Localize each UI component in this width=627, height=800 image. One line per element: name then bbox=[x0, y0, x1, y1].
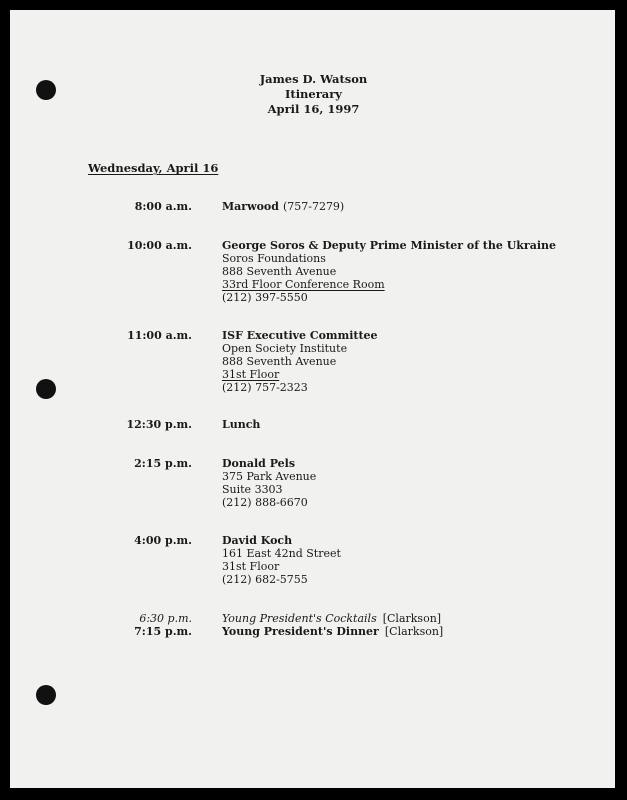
entry-phone: (212) 757-2323 bbox=[222, 381, 308, 394]
entry-line: Open Society Institute bbox=[222, 342, 348, 355]
entry-line: 161 East 42nd Street bbox=[222, 547, 341, 560]
entry-line: 31st Floor bbox=[222, 368, 280, 381]
entry-line: Soros Foundations bbox=[222, 252, 326, 265]
entry-time: 7:15 p.m. bbox=[134, 625, 192, 638]
entry-time: 8:00 a.m. bbox=[134, 200, 192, 213]
entry-line: 888 Seventh Avenue bbox=[222, 355, 337, 368]
entry-phone: (212) 888-6670 bbox=[222, 496, 308, 509]
entry-phone: (212) 682-5755 bbox=[222, 573, 308, 586]
entry-line: 33rd Floor Conference Room bbox=[222, 278, 385, 291]
entry-title: George Soros & Deputy Prime Minister of the Ukraine bbox=[222, 239, 557, 252]
entry-title: Young President's Dinner bbox=[222, 625, 379, 638]
entry-title: Lunch bbox=[222, 418, 261, 431]
entry-line: 375 Park Avenue bbox=[222, 470, 317, 483]
entry-line: Suite 3303 bbox=[222, 483, 283, 496]
entry-time: 11:00 a.m. bbox=[127, 329, 192, 342]
entry-line: 31st Floor bbox=[222, 560, 280, 573]
header-name: James D. Watson bbox=[259, 72, 368, 86]
entry-time: 10:00 a.m. bbox=[127, 239, 192, 252]
day-heading: Wednesday, April 16 bbox=[88, 161, 219, 175]
entry-title: Marwood bbox=[222, 200, 279, 213]
entry-time: 6:30 p.m. bbox=[139, 612, 192, 625]
entry-location-tag: [Clarkson] bbox=[382, 612, 442, 625]
entry-time: 2:15 p.m. bbox=[134, 457, 192, 470]
entry-time: 12:30 p.m. bbox=[126, 418, 192, 431]
document-header bbox=[0, 72, 627, 117]
entry-line: 888 Seventh Avenue bbox=[222, 265, 337, 278]
entry-phone: (757-7279) bbox=[282, 200, 345, 213]
entry-title: David Koch bbox=[222, 534, 293, 547]
punch-hole-bottom bbox=[36, 685, 56, 705]
entry-phone: (212) 397-5550 bbox=[222, 291, 308, 304]
header-title: Itinerary bbox=[285, 87, 342, 101]
punch-hole-middle bbox=[36, 379, 56, 399]
header-date: April 16, 1997 bbox=[267, 102, 360, 116]
entry-location-tag: [Clarkson] bbox=[384, 625, 444, 638]
entry-time: 4:00 p.m. bbox=[134, 534, 192, 547]
document-page bbox=[10, 10, 615, 788]
entry-title: Young President's Cocktails bbox=[222, 612, 377, 625]
entry-title: ISF Executive Committee bbox=[222, 329, 378, 342]
entry-title: Donald Pels bbox=[222, 457, 296, 470]
